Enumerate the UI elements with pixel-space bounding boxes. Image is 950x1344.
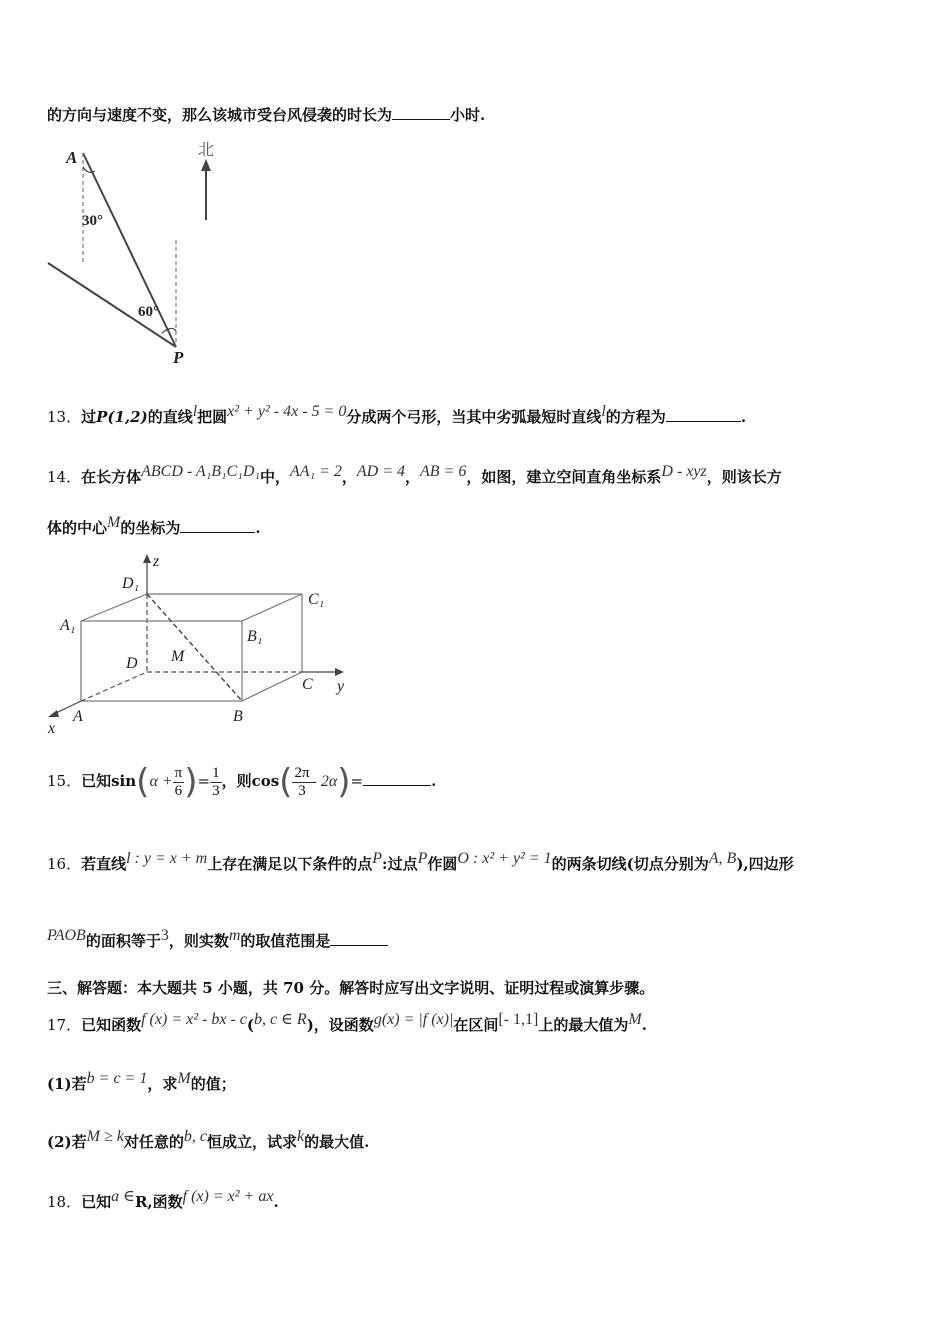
q15-text-2: ，则 bbox=[221, 772, 252, 790]
question-17 bbox=[47, 1011, 647, 1035]
q18-R: R bbox=[134, 1193, 148, 1211]
q17-p2-bc: b, c bbox=[183, 1128, 207, 1145]
q15-minus-2alpha: - 2α bbox=[311, 773, 338, 790]
fig2-label-C1: C₁ bbox=[308, 591, 325, 608]
q17-p2-a: (2)若 bbox=[47, 1133, 87, 1151]
fig2-label-z: z bbox=[153, 553, 160, 570]
q14-end: . bbox=[255, 519, 261, 537]
q15-cos: cos bbox=[251, 772, 280, 790]
q14-text-6: 的坐标为 bbox=[120, 519, 181, 537]
q16-text-8: ，则实数 bbox=[168, 932, 229, 950]
fig1-angle-60: 60° bbox=[138, 304, 159, 320]
q17-text-3: )，设函数 bbox=[306, 1016, 374, 1034]
q15-three: 3 bbox=[212, 782, 220, 799]
q13-text-1: 过 bbox=[81, 408, 97, 426]
q16-P-2: P bbox=[417, 850, 428, 867]
q14-text-3: ，如图，建立空间直角坐标系 bbox=[466, 468, 662, 486]
right-paren: ) bbox=[184, 762, 198, 802]
q17-g: g(x) = |f (x)| bbox=[373, 1011, 454, 1028]
q17-p2-c: 恒成立，试求 bbox=[206, 1133, 297, 1151]
question-17-part-1 bbox=[47, 1070, 236, 1094]
q15-equals: = bbox=[197, 772, 211, 790]
fig2-label-B1: B₁ bbox=[247, 628, 263, 645]
fig1-label-A: A bbox=[66, 148, 78, 167]
q15-number: 15． bbox=[47, 772, 82, 790]
fig2-label-D1: D₁ bbox=[122, 575, 140, 592]
q17-bc: b, c ∈ R bbox=[253, 1011, 307, 1028]
q17-p1-b: ，求 bbox=[147, 1075, 178, 1093]
q18-a: a ∈ bbox=[111, 1188, 135, 1205]
q15-end: . bbox=[431, 772, 437, 790]
q18-f: f (x) = x² + ax bbox=[182, 1188, 274, 1205]
q14-text-5: 体的中心 bbox=[47, 519, 108, 537]
q17-p1-a: (1)若 bbox=[47, 1075, 87, 1093]
q14-text-1: 在长方体 bbox=[81, 468, 142, 486]
fig2-label-y: y bbox=[337, 678, 345, 695]
q17-p1-c: 的值； bbox=[190, 1075, 236, 1093]
q13-text-3: 把圆 bbox=[197, 408, 228, 426]
q14-coordinate-system: D - xyz bbox=[661, 463, 707, 480]
q14-text-2: 中， bbox=[259, 468, 290, 486]
question-16 bbox=[47, 850, 794, 874]
q13-circle-equation: x² + y² - 4x - 5 = 0 bbox=[227, 403, 347, 420]
q13-line-l: l bbox=[192, 403, 198, 420]
q15-2pi: 2π bbox=[294, 764, 310, 781]
line0-unit: 小时. bbox=[450, 106, 486, 124]
q16-circle-equation: O : x² + y² = 1 bbox=[457, 850, 552, 867]
q18-end: . bbox=[273, 1193, 279, 1211]
q15-sin: sin bbox=[111, 772, 137, 790]
q16-text-3: :过点 bbox=[382, 855, 418, 873]
question-14 bbox=[47, 463, 782, 487]
q13-number: 13． bbox=[47, 408, 82, 426]
q15-alpha: α + bbox=[149, 773, 173, 790]
question-18 bbox=[47, 1188, 279, 1212]
q17-interval: [- 1,1] bbox=[498, 1011, 539, 1028]
q13-end: . bbox=[740, 408, 747, 426]
question-13 bbox=[47, 403, 747, 427]
q13-text-4: 分成两个弓形，当其中劣弧最短时直线 bbox=[346, 408, 602, 426]
q16-three: 3 bbox=[160, 927, 169, 944]
left-paren: ( bbox=[136, 762, 150, 802]
left-paren: ( bbox=[279, 762, 293, 802]
q17-p1-M: M bbox=[177, 1070, 191, 1087]
q16-PAOB: PAOB bbox=[47, 927, 86, 944]
fig2-label-D: D bbox=[126, 655, 138, 672]
q14-sep-2: ， bbox=[405, 468, 421, 486]
q14-ad: AD = 4 bbox=[356, 463, 406, 480]
line0-text: 的方向与速度不变，那么该城市受台风侵袭的时长为 bbox=[47, 106, 393, 124]
question-16-cont bbox=[47, 927, 388, 951]
q15-equals-2: = bbox=[350, 772, 364, 790]
q16-P: P bbox=[372, 850, 383, 867]
answer-blank bbox=[666, 407, 741, 422]
answer-blank bbox=[330, 931, 388, 946]
q14-sep-1: ， bbox=[341, 468, 357, 486]
question-14-cont bbox=[47, 514, 261, 538]
question-17-part-2 bbox=[47, 1128, 370, 1152]
q18-text-2: ,函数 bbox=[147, 1193, 183, 1211]
q17-number: 17． bbox=[47, 1016, 82, 1034]
q15-three-2: 3 bbox=[298, 782, 306, 799]
question-15 bbox=[47, 762, 436, 802]
q15-pi: π bbox=[174, 764, 183, 781]
q17-M: M bbox=[628, 1011, 642, 1028]
answer-blank bbox=[392, 105, 450, 120]
q16-text-9: 的取值范围是 bbox=[240, 932, 331, 950]
q16-text-7: 的面积等于 bbox=[85, 932, 161, 950]
q17-p2-d: 的最大值. bbox=[304, 1133, 370, 1151]
q17-end: . bbox=[641, 1016, 647, 1034]
q17-f: f (x) = x² - bx - c bbox=[141, 1011, 247, 1028]
q17-text-1: 已知函数 bbox=[81, 1016, 142, 1034]
q16-text-2: 上存在满足以下条件的点 bbox=[207, 855, 373, 873]
q14-ab: AB = 6 bbox=[420, 463, 467, 480]
q18-number: 18． bbox=[47, 1193, 82, 1211]
q15-pi-over-6 bbox=[173, 765, 185, 800]
q15-one-third bbox=[210, 765, 222, 800]
q15-six: 6 bbox=[174, 782, 183, 799]
right-paren: ) bbox=[337, 762, 351, 802]
fig1-label-P: P bbox=[173, 348, 184, 367]
fig1-angle-30: 30° bbox=[82, 213, 103, 229]
q17-p2-k: k bbox=[297, 1128, 305, 1145]
q15-text-1: 已知 bbox=[81, 772, 112, 790]
fig2-label-M: M bbox=[171, 648, 185, 665]
answer-blank bbox=[363, 771, 431, 786]
fig2-label-A: A bbox=[73, 708, 83, 725]
q15-2pi-over-3 bbox=[292, 765, 311, 800]
fig2-label-x: x bbox=[48, 720, 56, 737]
q14-aa1: AA₁ = 2 bbox=[289, 463, 342, 480]
fig1-north: 北 bbox=[198, 142, 215, 159]
fig2-label-A1: A₁ bbox=[60, 617, 76, 634]
q17-text-5: 上的最大值为 bbox=[538, 1016, 629, 1034]
q14-box: ABCD - A₁B₁C₁D₁ bbox=[141, 463, 260, 480]
answer-blank bbox=[180, 518, 255, 533]
q13-text-2: 的直线 bbox=[147, 408, 193, 426]
q16-text-5: 的两条切线(切点分别为 bbox=[551, 855, 709, 873]
q16-AB: A, B bbox=[708, 850, 737, 867]
q16-line-equation: l : y = x + m bbox=[126, 850, 208, 867]
q18-text-1: 已知 bbox=[81, 1193, 112, 1211]
q16-text-1: 若直线 bbox=[81, 855, 127, 873]
fig2-label-C: C bbox=[302, 676, 313, 693]
q17-p2-b: 对任意的 bbox=[123, 1133, 184, 1151]
q16-text-6: ),四边形 bbox=[736, 855, 794, 873]
q17-p1-cond: b = c = 1 bbox=[86, 1070, 148, 1087]
q16-m: m bbox=[228, 927, 241, 944]
text-line-0 bbox=[47, 104, 485, 125]
q13-line-l-2: l bbox=[601, 403, 606, 420]
section-3-heading: 三、解答题：本大题共 5 小题，共 70 分。解答时应写出文字说明、证明过程或演算步骤。 bbox=[47, 979, 655, 997]
q17-p2-cond: M ≥ k bbox=[86, 1128, 124, 1145]
q17-text-2: ( bbox=[246, 1016, 254, 1034]
q14-number: 14． bbox=[47, 468, 82, 486]
figure-cuboid bbox=[40, 548, 370, 740]
fig2-label-B: B bbox=[233, 708, 243, 725]
q17-text-4: 在区间 bbox=[453, 1016, 499, 1034]
q16-number: 16． bbox=[47, 855, 82, 873]
q13-text-5: 的方程为 bbox=[605, 408, 666, 426]
q13-point: P(1,2) bbox=[96, 408, 148, 426]
q14-M: M bbox=[107, 514, 121, 531]
q14-text-4: ，则该长方 bbox=[706, 468, 782, 486]
q16-text-4: 作圆 bbox=[427, 855, 458, 873]
q15-one: 1 bbox=[212, 764, 220, 781]
figure-typhoon bbox=[40, 135, 240, 370]
